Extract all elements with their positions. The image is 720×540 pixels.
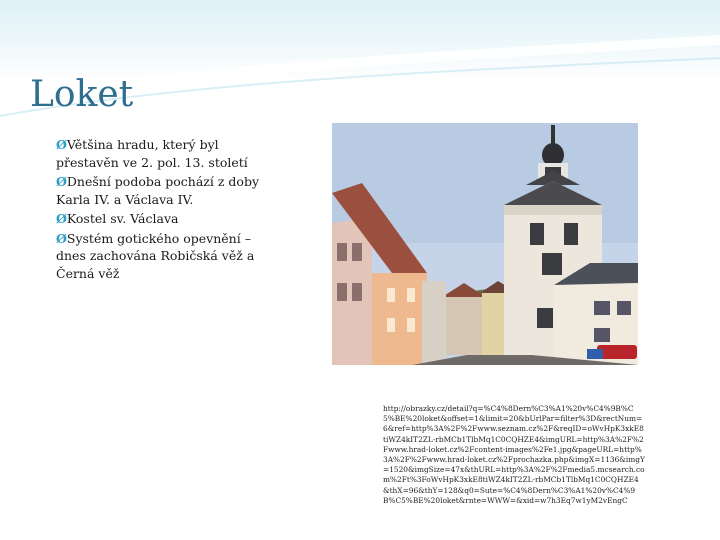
- slide-title: Loket: [30, 74, 134, 115]
- bullet-text: Dnešní podoba pochází z doby Karla IV. a Václava IV.: [56, 174, 260, 207]
- image-source-url[interactable]: http://obrazky.cz/detail?q=%C4%8Dern%C3%A1%20v%C4%9B%C5%BE%20loket&offset=1&limit=20&bUrlPar=filter%3D&rectNum=6&ref=http%3A%2F%2Fwww.seznam.cz%2F&reqID=oWvHpK3xkE8tiWZ4kIT2ZL-rbMCb1TlbMq1C0CQHZE4&imgURL=http%3A%2F%2Fwww.hrad-loket.cz%2Fcontent-images%2Fe1.jpg&pageURL=http%3A%2F%2Fwww.hrad-loket.cz%2Fprochazka.php&imgX=1136&imgY=1520&imgSize=47x&thURL=http%3A%2F%2Fmedia5.mcsearch.com%2Ft%3FoWvHpK3xkE8tiWZ4kIT2ZL-rbMCb1TlbMq1C0CQHZE4&thX=96&thY=128&q0=Sute=%C4%8Dern%C3%A1%20v%C4%9B%C5%BE%20loket&rnte=WWW=&xid=w7h3Eq7w1yM2vEngC: [383, 404, 645, 505]
- arrow-bullet-icon: Ø: [56, 137, 67, 152]
- arrow-bullet-icon: Ø: [56, 230, 67, 246]
- bullet-item: [56, 136, 271, 171]
- bullet-list: [56, 136, 271, 284]
- bullet-item: [56, 210, 271, 228]
- bullet-item: [56, 230, 271, 283]
- bullet-item: [56, 173, 271, 208]
- loket-tower-photo: [332, 123, 638, 365]
- bullet-text: Kostel sv. Václava: [66, 211, 179, 226]
- bullet-text: Většina hradu, který byl přestavěn ve 2. pol. 13. století: [56, 137, 248, 170]
- arrow-bullet-icon: Ø: [56, 211, 67, 226]
- arrow-bullet-icon: Ø: [56, 174, 67, 189]
- bullet-text: Systém gotického opevnění – dnes zachována Robičská věž a Černá věž: [56, 230, 255, 281]
